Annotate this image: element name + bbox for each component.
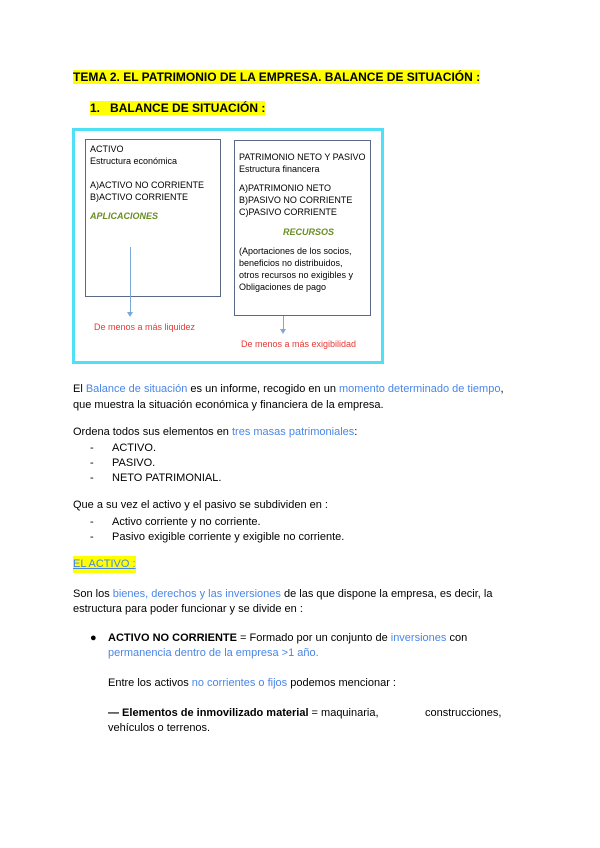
- pasivo-no-corriente: B)PASIVO NO CORRIENTE: [239, 195, 353, 205]
- text: El: [73, 383, 86, 395]
- paragraph-masas: [73, 424, 357, 441]
- term-no-corrientes: no corrientes o fijos: [191, 677, 288, 689]
- inmovilizado-line2: vehículos o terrenos.: [108, 722, 211, 734]
- recursos-desc-4: Obligaciones de pago: [239, 282, 327, 292]
- section-number: 1.: [90, 101, 101, 115]
- text: :: [354, 426, 358, 438]
- list-item-text: Pasivo exigible corriente y exigible no corriente.: [112, 531, 345, 543]
- liquidez-arrow-line: [130, 247, 131, 314]
- term-inversiones: inversiones: [390, 632, 447, 644]
- list-item: - NETO PATRIMONIAL.: [90, 472, 222, 484]
- text: Son los: [73, 588, 113, 600]
- list-item: - Pasivo exigible corriente y exigible no corriente.: [90, 531, 345, 543]
- pasivo-corriente: C)PASIVO CORRIENTE: [239, 207, 337, 217]
- section-label: BALANCE DE SITUACIÓN :: [110, 101, 266, 115]
- paragraph-subdivision: Que a su vez el activo y el pasivo se subdividen en :: [73, 499, 328, 511]
- term-bienes: bienes, derechos y las inversiones: [112, 588, 281, 600]
- patrimonio-neto: A)PATRIMONIO NETO: [239, 183, 332, 193]
- paragraph-balance-line2: que muestra la situación económica y financiera de la empresa.: [73, 399, 384, 411]
- text: Ordena todos sus elementos en: [73, 426, 232, 438]
- inmovilizado-construcciones: construcciones,: [425, 707, 502, 719]
- term-masas: tres masas patrimoniales: [231, 426, 355, 438]
- activo-title: ACTIVO: [90, 144, 124, 154]
- list-item: - ACTIVO.: [90, 442, 157, 454]
- text: = Formado por un conjunto de: [236, 632, 391, 644]
- recursos-label: RECURSOS: [283, 227, 335, 237]
- activo-subtitle: Estructura económica: [90, 156, 178, 166]
- text: es un informe, recogido en un: [187, 383, 340, 395]
- activo-corriente: B)ACTIVO CORRIENTE: [90, 192, 189, 202]
- text: de las que dispone la empresa, es decir, la: [280, 588, 493, 600]
- term-inmovilizado-material: — Elementos de inmovilizado material: [108, 707, 309, 719]
- aplicaciones-label: APLICACIONES: [90, 211, 159, 221]
- list-item: - Activo corriente y no corriente.: [90, 516, 261, 528]
- list-item-text: NETO PATRIMONIAL.: [112, 472, 222, 484]
- recursos-desc-3: otros recursos no exigibles y: [239, 270, 354, 280]
- pasivo-title: PATRIMONIO NETO Y PASIVO: [239, 152, 366, 162]
- list-item-text: PASIVO.: [112, 457, 156, 469]
- text: ,: [500, 383, 504, 395]
- text: podemos mencionar :: [287, 677, 396, 689]
- term-momento: momento determinado de tiempo: [339, 383, 501, 395]
- text: Entre los activos: [108, 677, 192, 689]
- text: = maquinaria,: [308, 707, 379, 719]
- text: con: [446, 632, 468, 644]
- activo-box: [85, 139, 221, 297]
- paragraph-balance-definition: [73, 381, 504, 398]
- list-item-text: Activo corriente y no corriente.: [112, 516, 261, 528]
- activo-no-corriente: A)ACTIVO NO CORRIENTE: [90, 180, 205, 190]
- bullet-dot: ●: [90, 632, 97, 644]
- pasivo-subtitle: Estructura financera: [239, 164, 320, 174]
- term-permanencia: permanencia dentro de la empresa >1 año.: [108, 647, 319, 659]
- list-item: - PASIVO.: [90, 457, 156, 469]
- section-heading-activo: EL ACTIVO :: [73, 556, 136, 573]
- term-activo-no-corriente: ACTIVO NO CORRIENTE: [108, 632, 237, 644]
- document-title: TEMA 2. EL PATRIMONIO DE LA EMPRESA. BALANCE DE SITUACIÓN :: [73, 70, 481, 84]
- list-item-text: ACTIVO.: [112, 442, 157, 454]
- pasivo-box: [234, 140, 371, 316]
- paragraph-activo-line2: estructura para poder funcionar y se divide en :: [73, 603, 303, 615]
- exigibilidad-caption: De menos a más exigibilidad: [241, 339, 357, 349]
- paragraph-activos-fijos: [108, 675, 396, 692]
- exigibilidad-arrow-head: [280, 329, 286, 334]
- term-balance: Balance de situación: [85, 383, 188, 395]
- section-heading-balance: [90, 101, 265, 115]
- recursos-desc-1: (Aportaciones de los socios,: [239, 246, 352, 256]
- liquidez-caption: De menos a más liquidez: [94, 322, 196, 332]
- recursos-desc-2: beneficios no distribuidos,: [239, 258, 343, 268]
- liquidez-arrow-head: [127, 312, 133, 317]
